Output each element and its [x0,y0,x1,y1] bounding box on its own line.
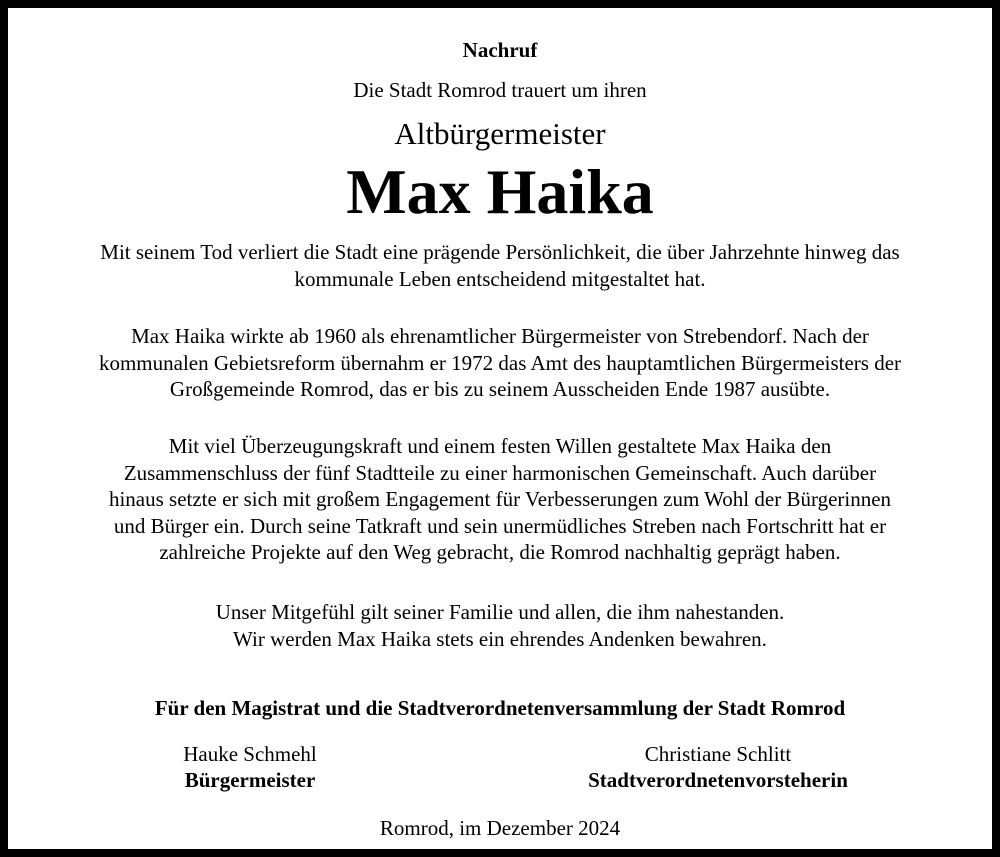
paragraph-2 [28,323,972,403]
deceased-name: Max Haika [346,156,654,227]
paragraph-4 [28,599,972,652]
paragraph-line: Unser Mitgefühl gilt seiner Familie und allen, die ihm nahestanden. [215,600,785,624]
notice-intro: Die Stadt Romrod trauert um ihren [353,78,647,102]
signature-mayor [50,741,450,793]
signatory-title: Bürgermeister [184,768,316,792]
paragraph-line: Wir werden Max Haika stets ein ehrendes Andenken bewahren. [233,626,767,651]
paragraph-line: Zusammenschluss der fünf Stadtteile zu einer harmonischen Gemeinschaft. Auch darüber [123,460,877,485]
paragraph-line: zahlreiche Projekte auf den Weg gebracht, die Romrod nachhaltig geprägt haben. [159,540,841,564]
paragraph-line: Großgemeinde Romrod, das er bis zu seinem Ausscheiden Ende 1987 ausübte. [169,377,831,401]
signatory-title: Stadtverordnetenvorsteherin [588,768,848,792]
paragraph-3 [28,433,972,566]
paragraph-line: kommunalen Gebietsreform übernahm er 1972 das Amt des hauptamtlichen Bürgermeisters der [98,350,902,375]
deceased-role: Altbürgermeister [394,116,606,151]
paragraph-1 [28,239,972,292]
signatory-name: Hauke Schmehl [183,742,317,766]
obituary-notice [8,8,992,849]
paragraph-line: kommunale Leben entscheidend mitgestaltet hat. [294,266,706,291]
paragraph-line: Max Haika wirkte ab 1960 als ehrenamtlicher Bürgermeister von Strebendorf. Nach der [131,324,869,348]
paragraph-line: Mit viel Überzeugungskraft und einem festen Willen gestaltete Max Haika den [168,434,832,458]
closing-line: Für den Magistrat und die Stadtverordnetenversammlung der Stadt Romrod [154,696,846,720]
notice-heading: Nachruf [462,38,538,62]
paragraph-line: hinaus setzte er sich mit großem Engagement für Verbesserungen zum Wohl der Bürgerinnen [108,487,892,511]
paragraph-line: und Bürger ein. Durch seine Tatkraft und sein unermüdliches Streben nach Fortschritt hat er [113,513,887,538]
paragraph-line: Mit seinem Tod verliert die Stadt eine prägende Persönlichkeit, die über Jahrzehnte hinweg das [100,240,900,264]
place-date: Romrod, im Dezember 2024 [379,816,621,840]
signatory-name: Christiane Schlitt [644,742,792,766]
signature-council-chair [518,741,918,793]
